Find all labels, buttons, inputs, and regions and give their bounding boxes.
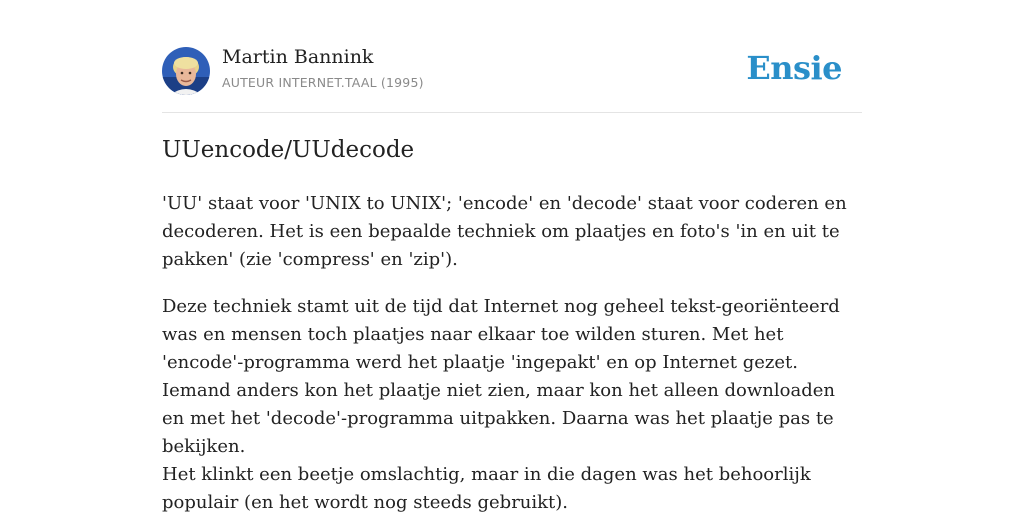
article-page [162,0,862,513]
article-paragraph: Het klinkt een beetje omslachtig, maar in die dagen was het behoorlijk populair (en het wordt nog steeds gebruikt). [162,464,811,513]
brand-logo[interactable]: Ensie [746,49,842,87]
author-portrait-icon [162,47,210,95]
article-paragraph: 'UU' staat voor 'UNIX to UNIX'; 'encode' en 'decode' staat voor coderen en decoderen. Het is een bepaalde techniek om plaatjes en foto's 'in en uit te pakken' (zie 'compress' en 'zip'). [162,193,847,270]
author-avatar[interactable] [162,47,210,95]
author-name[interactable]: Martin Bannink [222,46,374,68]
author-header [162,0,862,113]
article-title: UUencode/UUdecode [162,137,415,163]
author-role: AUTEUR INTERNET.TAAL (1995) [222,75,424,90]
article-paragraph: Deze techniek stamt uit de tijd dat Internet nog geheel tekst-georiënteerd was en mensen toch plaatjes naar elkaar toe wilden sturen. Met het 'encode'-programma werd het plaatje 'ingepakt' en op Internet gezet. Iemand anders kon het plaatje niet zien, maar kon het alleen downloaden en met het 'decode'-programma uitpakken. Daarna was het plaatje pas te bekijken. [162,296,840,457]
